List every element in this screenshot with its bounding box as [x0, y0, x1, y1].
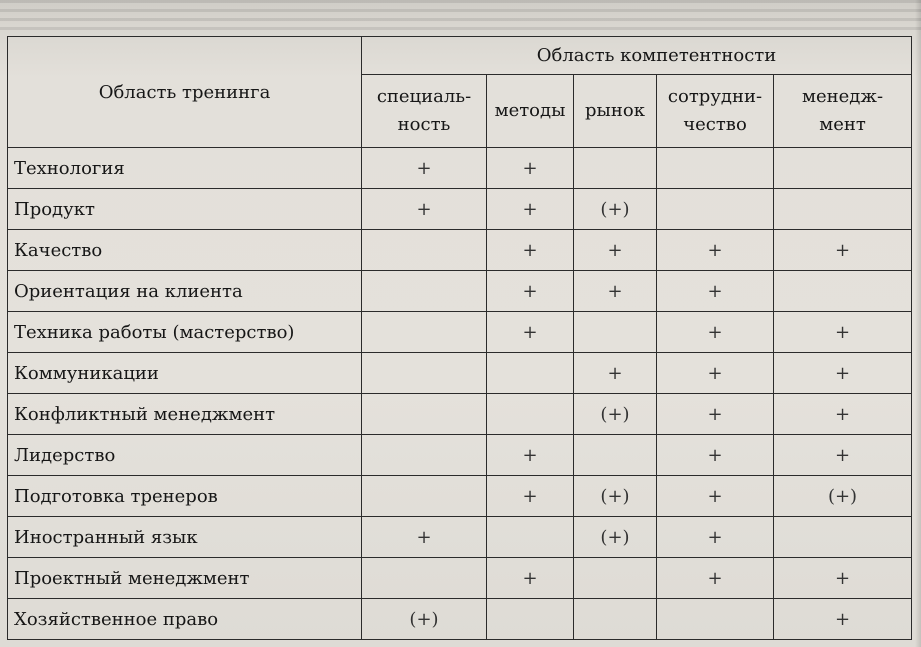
mark-cell: [774, 148, 912, 189]
mark-cell: +: [657, 271, 774, 312]
row-label: Конфликтный менеджмент: [8, 394, 362, 435]
mark-cell: +: [487, 312, 574, 353]
mark-cell: +: [487, 230, 574, 271]
mark-cell: +: [487, 476, 574, 517]
row-label: Лидерство: [8, 435, 362, 476]
mark-cell: (+): [574, 394, 657, 435]
table-row: [8, 312, 912, 353]
mark-cell: +: [657, 230, 774, 271]
row-label: Хозяйственное право: [8, 599, 362, 640]
table-row: [8, 189, 912, 230]
row-label: Коммуникации: [8, 353, 362, 394]
header-row-top: [8, 37, 912, 75]
mark-cell: [774, 271, 912, 312]
table-row: [8, 230, 912, 271]
mark-cell: +: [774, 230, 912, 271]
mark-cell: [362, 435, 487, 476]
column-header-management: менедж- мент: [774, 75, 912, 148]
mark-cell: [574, 599, 657, 640]
row-label: Качество: [8, 230, 362, 271]
mark-cell: [362, 271, 487, 312]
mark-cell: +: [487, 435, 574, 476]
mark-cell: [362, 394, 487, 435]
row-label: Ориентация на клиента: [8, 271, 362, 312]
mark-cell: (+): [574, 476, 657, 517]
table-row: [8, 271, 912, 312]
mark-cell: [362, 476, 487, 517]
column-header-methods: методы: [487, 75, 574, 148]
mark-cell: +: [774, 312, 912, 353]
table-body: [8, 148, 912, 640]
mark-cell: [362, 312, 487, 353]
mark-cell: +: [774, 353, 912, 394]
mark-cell: +: [487, 148, 574, 189]
competence-matrix-table: [7, 36, 912, 640]
mark-cell: [657, 599, 774, 640]
mark-cell: +: [657, 558, 774, 599]
row-label: Проектный менеджмент: [8, 558, 362, 599]
mark-cell: (+): [362, 599, 487, 640]
column-header-market: рынок: [574, 75, 657, 148]
row-label: Продукт: [8, 189, 362, 230]
mark-cell: [574, 312, 657, 353]
mark-cell: [574, 148, 657, 189]
table-row: [8, 558, 912, 599]
mark-cell: (+): [574, 189, 657, 230]
mark-cell: [487, 394, 574, 435]
mark-cell: +: [657, 353, 774, 394]
mark-cell: +: [487, 558, 574, 599]
mark-cell: +: [657, 476, 774, 517]
mark-cell: +: [574, 271, 657, 312]
mark-cell: +: [774, 435, 912, 476]
mark-cell: [362, 353, 487, 394]
column-header-specialty: специаль- ность: [362, 75, 487, 148]
mark-cell: [574, 558, 657, 599]
table-row: [8, 476, 912, 517]
mark-cell: +: [657, 517, 774, 558]
table-row: [8, 517, 912, 558]
mark-cell: [774, 517, 912, 558]
mark-cell: +: [574, 353, 657, 394]
table-row: [8, 353, 912, 394]
mark-cell: +: [774, 599, 912, 640]
mark-cell: [657, 148, 774, 189]
mark-cell: +: [574, 230, 657, 271]
table-row: [8, 435, 912, 476]
table-row: [8, 148, 912, 189]
mark-cell: [487, 517, 574, 558]
mark-cell: (+): [574, 517, 657, 558]
mark-cell: [362, 230, 487, 271]
mark-cell: [657, 189, 774, 230]
mark-cell: +: [362, 517, 487, 558]
mark-cell: +: [774, 394, 912, 435]
group-header-competence-area: Область компетентности: [362, 37, 912, 75]
mark-cell: +: [657, 312, 774, 353]
table-row: [8, 394, 912, 435]
mark-cell: [487, 353, 574, 394]
mark-cell: [574, 435, 657, 476]
mark-cell: (+): [774, 476, 912, 517]
mark-cell: +: [774, 558, 912, 599]
bleed-through-text: [0, 0, 921, 30]
column-header-cooperation: сотрудни- чество: [657, 75, 774, 148]
mark-cell: [487, 599, 574, 640]
row-label: Технология: [8, 148, 362, 189]
mark-cell: [774, 189, 912, 230]
row-header-training-area: Область тренинга: [8, 37, 362, 148]
mark-cell: +: [362, 148, 487, 189]
mark-cell: +: [487, 271, 574, 312]
mark-cell: +: [657, 394, 774, 435]
page-edge-shadow: [915, 0, 921, 647]
mark-cell: +: [362, 189, 487, 230]
row-label: Подготовка тренеров: [8, 476, 362, 517]
mark-cell: +: [487, 189, 574, 230]
row-label: Техника работы (мастерство): [8, 312, 362, 353]
table-row: [8, 599, 912, 640]
mark-cell: [362, 558, 487, 599]
row-label: Иностранный язык: [8, 517, 362, 558]
mark-cell: +: [657, 435, 774, 476]
